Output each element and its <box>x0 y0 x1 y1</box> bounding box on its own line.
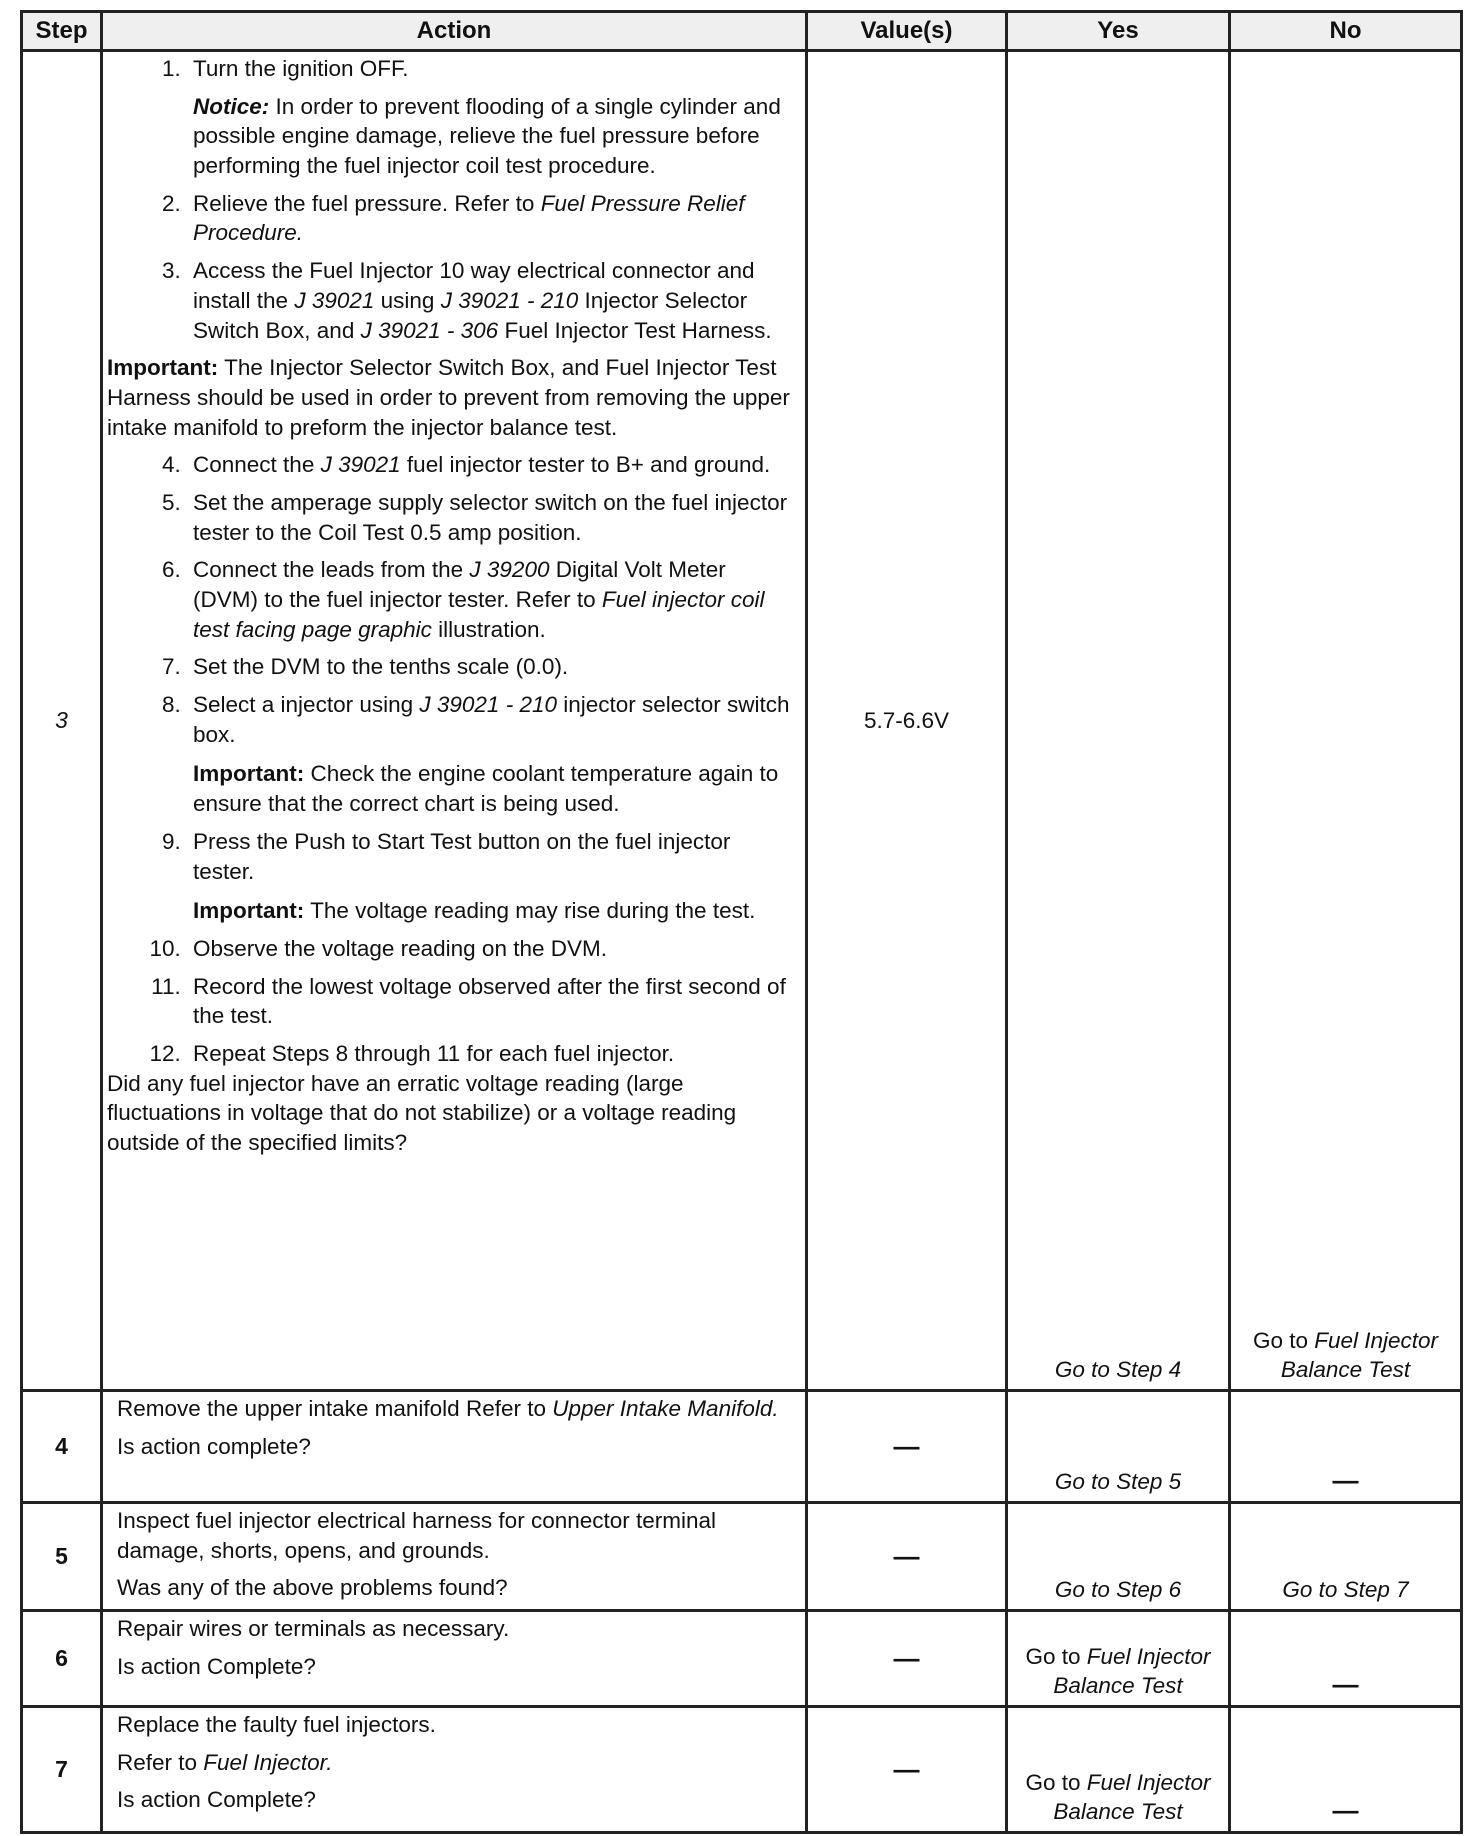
go-to-step-link[interactable]: Go to Step 6 <box>1054 1577 1182 1603</box>
yes-cell[interactable]: Go to Fuel Injector Balance Test <box>1007 1707 1230 1833</box>
go-to-step-link[interactable]: Go to Step 7 <box>1282 1577 1409 1603</box>
step-number: 7 <box>22 1707 102 1833</box>
notice: Notice: In order to prevent flooding of a single cylinder and possible engine damage, relieve the fuel pressure before performing the fuel injector coil test procedure. <box>193 93 781 179</box>
action-cell <box>102 51 807 1391</box>
diagnostic-table <box>20 10 1463 1834</box>
step-number: 5 <box>22 1503 102 1611</box>
list-item: 7. Set the DVM to the tenths scale (0.0). <box>187 652 795 682</box>
reference-link[interactable]: Fuel Pressure Relief Procedure. <box>193 190 745 246</box>
table-row-step-4 <box>22 1391 1462 1503</box>
value-cell: — <box>807 1611 1007 1707</box>
header-no: No <box>1230 12 1462 51</box>
reference-link[interactable]: Upper Intake Manifold. <box>552 1396 779 1421</box>
important-note: Important: The Injector Selector Switch Box, and Fuel Injector Test Harness should be used in order to prevent from removing the upper intake manifold to preform the injector balance test. <box>107 355 790 440</box>
step-number: 6 <box>22 1611 102 1707</box>
procedure-list <box>117 450 795 1068</box>
value-cell: — <box>807 1707 1007 1833</box>
list-item: 11. Record the lowest voltage observed after the first second of the test. <box>187 972 795 1031</box>
no-cell: — <box>1230 1611 1462 1707</box>
table-row-step-5 <box>22 1503 1462 1611</box>
header-step: Step <box>22 12 102 51</box>
yes-cell[interactable] <box>1007 1391 1230 1503</box>
list-item: 12. Repeat Steps 8 through 11 for each fuel injector. <box>187 1039 795 1069</box>
list-item: 3. Access the Fuel Injector 10 way electrical connector and install the J 39021 using J 39021 - 210 Injector Selector Switch Box, and J 39021 - 306 Fuel Injector Test Harness. <box>187 256 795 345</box>
no-cell[interactable] <box>1230 1503 1462 1611</box>
header-action: Action <box>102 12 807 51</box>
reference-link[interactable]: Fuel Injector Balance Test <box>1053 1643 1211 1699</box>
list-item: 9. Press the Push to Start Test button on the fuel injector tester. Important: The voltage reading may rise during the test. <box>187 827 795 926</box>
value-cell: — <box>807 1503 1007 1611</box>
no-cell: — <box>1230 1391 1462 1503</box>
list-item: 2. Relieve the fuel pressure. Refer to Fuel Pressure Relief Procedure. <box>187 189 795 248</box>
header-values: Value(s) <box>807 12 1007 51</box>
list-item: 10. Observe the voltage reading on the DVM. <box>187 934 795 964</box>
header-row <box>22 12 1462 51</box>
list-item: 4. Connect the J 39021 fuel injector tester to B+ and ground. <box>187 450 795 480</box>
important-note: Important: Check the engine coolant temperature again to ensure that the correct chart is being used. <box>193 761 779 817</box>
reference-link[interactable]: Fuel Injector. <box>203 1749 333 1775</box>
list-item: 5. Set the amperage supply selector switch on the fuel injector tester to the Coil Test 0.5 amp position. <box>187 488 795 547</box>
list-item: 8. Select a injector using J 39021 - 210 injector selector switch box. Important: Check the engine coolant temperature again to ensure that the correct chart is being used. <box>187 690 795 819</box>
no-cell: — <box>1230 1707 1462 1833</box>
no-cell[interactable]: Go to Fuel Injector Balance Test <box>1230 51 1462 1391</box>
header-yes: Yes <box>1007 12 1230 51</box>
question: Was any of the above problems found? <box>117 1575 508 1601</box>
procedure-list <box>117 54 795 345</box>
action-cell: Inspect fuel injector electrical harness for connector terminal damage, shorts, opens, and grounds. Was any of the above problems found? <box>102 1503 807 1611</box>
reference-link[interactable]: Fuel Injector Balance Test <box>1053 1769 1211 1825</box>
question: Did any fuel injector have an erratic voltage reading (large fluctuations in voltage that do not stabilize) or a voltage reading outside of the specified limits? <box>107 1070 737 1155</box>
table-row-step-6 <box>22 1611 1462 1707</box>
list-item: 1. Turn the ignition OFF. Notice: In order to prevent flooding of a single cylinder and possible engine damage, relieve the fuel pressure before performing the fuel injector coil test procedure. <box>187 54 795 181</box>
question: Is action complete? <box>117 1433 311 1459</box>
yes-cell[interactable]: Go to Fuel Injector Balance Test <box>1007 1611 1230 1707</box>
reference-link[interactable]: Fuel injector coil test facing page graphic <box>193 587 765 642</box>
important-note: Important: The voltage reading may rise during the test. <box>193 898 756 924</box>
value-cell: 5.7-6.6V <box>807 51 1007 1391</box>
action-cell: Replace the faulty fuel injectors. Refer to Fuel Injector. Is action Complete? <box>102 1707 807 1833</box>
reference-link[interactable]: Fuel Injector Balance Test <box>1280 1327 1439 1383</box>
step-number: 3 <box>22 51 102 1391</box>
step-number: 4 <box>22 1391 102 1503</box>
action-cell: Remove the upper intake manifold Refer to Upper Intake Manifold. Is action complete? <box>102 1391 807 1503</box>
question: Is action Complete? <box>117 1653 316 1679</box>
question: Is action Complete? <box>117 1787 316 1813</box>
value-cell: — <box>807 1391 1007 1503</box>
table-row-step-3 <box>22 51 1462 1391</box>
list-item: 6. Connect the leads from the J 39200 Digital Volt Meter (DVM) to the fuel injector tester. Refer to Fuel injector coil test facing page graphic illustration. <box>187 555 795 644</box>
yes-cell[interactable] <box>1007 51 1230 1391</box>
go-to-step-link[interactable]: Go to Step 5 <box>1054 1469 1182 1495</box>
table-row-step-7 <box>22 1707 1462 1833</box>
go-to-step-link[interactable]: Go to Step 4 <box>1054 1357 1182 1383</box>
action-cell: Repair wires or terminals as necessary. Is action Complete? <box>102 1611 807 1707</box>
yes-cell[interactable] <box>1007 1503 1230 1611</box>
